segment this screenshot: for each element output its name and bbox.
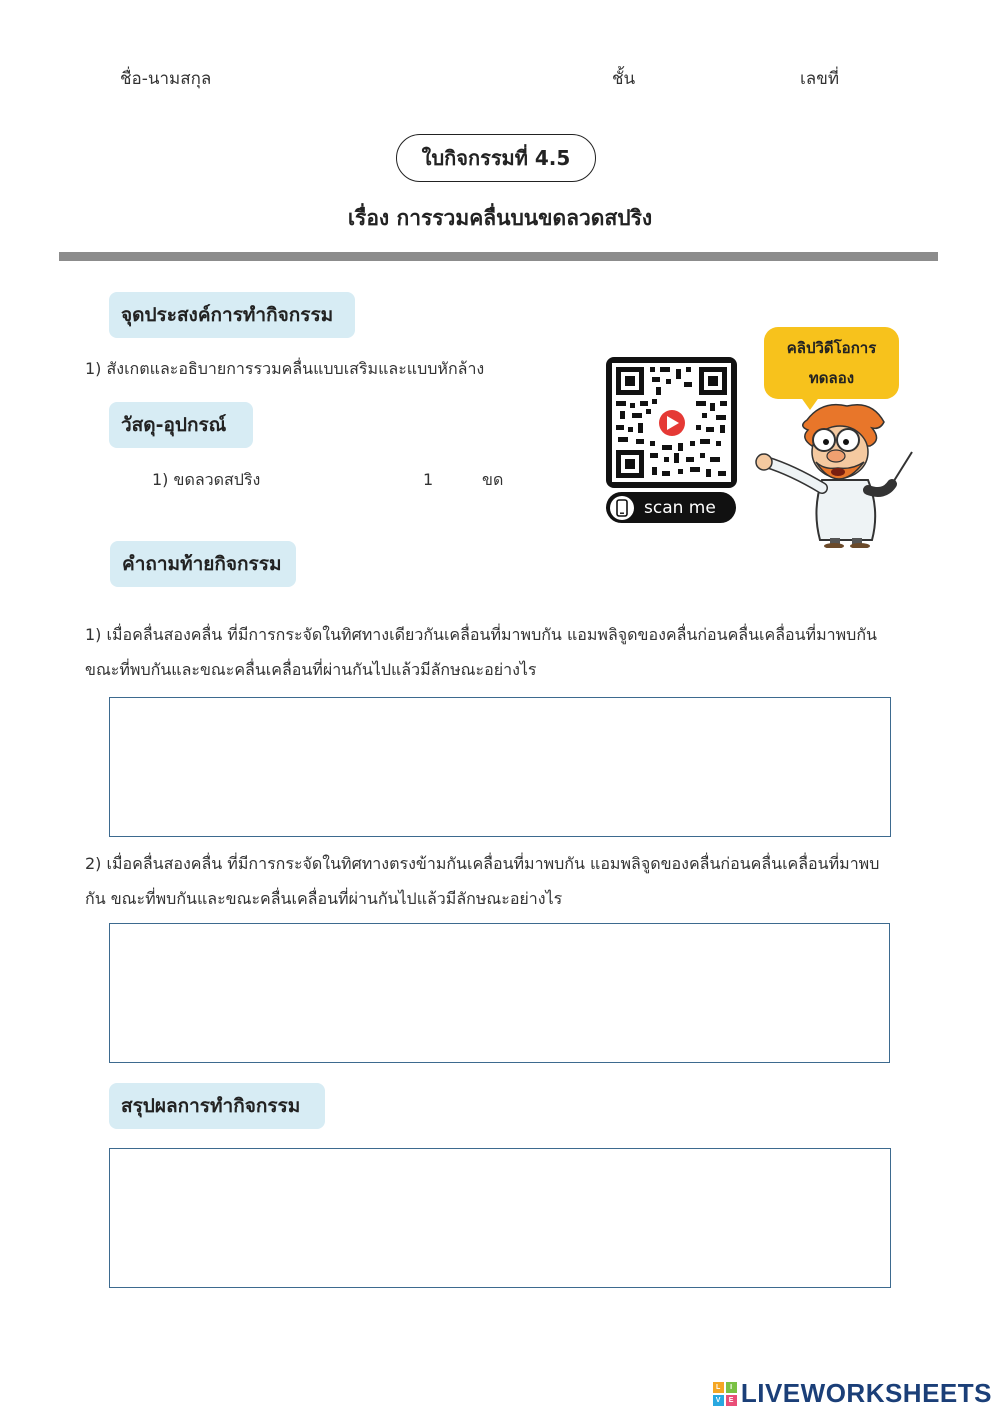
objective-heading: จุดประสงค์การทำกิจกรรม (109, 292, 355, 338)
worksheet-subtitle: เรื่อง การรวมคลื่นบนขดลวดสปริง (347, 206, 653, 230)
video-speech-bubble (764, 327, 899, 399)
worksheet-title: ใบกิจกรรมที่ 4.5 (396, 134, 596, 182)
number-label: เลขที่ (800, 69, 840, 89)
material-unit: ขด (482, 470, 504, 489)
class-label: ชั้น (612, 69, 636, 89)
scan-me-badge[interactable] (606, 492, 736, 523)
summary-heading: สรุปผลการทำกิจกรรม (109, 1083, 325, 1129)
qr-code-graphic (606, 357, 737, 488)
name-label: ชื่อ-นามสกุล (120, 69, 212, 89)
answer-box-1[interactable] (109, 697, 891, 837)
qr-code[interactable] (606, 357, 737, 488)
materials-heading: วัสดุ-อุปกรณ์ (109, 402, 253, 448)
liveworksheets-logo[interactable] (713, 1378, 992, 1409)
question-2-line-1: 2) เมื่อคลื่นสองคลื่น ที่มีการกระจัดในทิศทางตรงข้ามกันเคลื่อนที่มาพบกัน แอมพลิจูดของคลื่นก่อนคลื่นเคลื่อนที่มาพบ (85, 854, 880, 873)
phone-icon (610, 496, 634, 520)
material-qty: 1 (423, 470, 434, 489)
bubble-line-2: ทดลอง (808, 369, 855, 387)
scientist-illustration (752, 400, 917, 548)
material-name: 1) ขดลวดสปริง (152, 470, 261, 489)
header-divider (59, 252, 938, 261)
bubble-line-1: คลิปวิดีโอการ (786, 339, 877, 357)
question-1-line-2: ขณะที่พบกันและขณะคลื่นเคลื่อนที่ผ่านกันไปแล้วมีลักษณะอย่างไร (85, 660, 537, 679)
brand-name: LIVEWORKSHEETS (740, 1378, 992, 1408)
question-1-line-1: 1) เมื่อคลื่นสองคลื่น ที่มีการกระจัดในทิศทางเดียวกันเคลื่อนที่มาพบกัน แอมพลิจูดของคลื่นก่อนคลื่นเคลื่อนที่มาพบกัน (85, 625, 877, 644)
question-2-line-2: กัน ขณะที่พบกันและขณะคลื่นเคลื่อนที่ผ่านกันไปแล้วมีลักษณะอย่างไร (85, 889, 563, 908)
liveworksheets-icon: L I V E (713, 1382, 737, 1406)
questions-heading: คำถามท้ายกิจกรรม (110, 541, 296, 587)
summary-answer-box[interactable] (109, 1148, 891, 1288)
scan-me-label: scan me (644, 497, 716, 518)
answer-box-2[interactable] (109, 923, 890, 1063)
objective-item: 1) สังเกตและอธิบายการรวมคลื่นแบบเสริมและแบบหักล้าง (85, 359, 485, 378)
